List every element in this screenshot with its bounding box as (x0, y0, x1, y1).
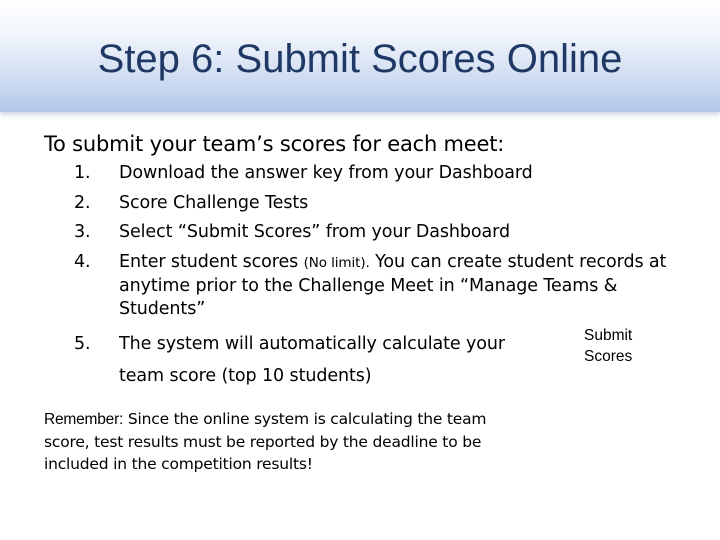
step-line: team score (top 10 students) (119, 365, 372, 386)
step-number: 4. (74, 251, 91, 272)
submit-scores-label (584, 325, 632, 367)
step-text: Download the answer key from your Dashboard (119, 163, 533, 183)
step-1 (74, 162, 694, 185)
side-label-line: Scores (584, 348, 633, 365)
step-3 (74, 221, 694, 244)
remember-lead: Remember: (44, 411, 124, 428)
side-label-line: Submit (584, 327, 633, 344)
remember-note (44, 408, 494, 475)
step-line: The system will automatically calculate your (119, 333, 505, 354)
no-limit-note: (No limit). (303, 254, 370, 271)
step-text: Select “Submit Scores” from your Dashboard (119, 222, 510, 242)
step-number: 5. (74, 333, 91, 354)
step-number: 2. (74, 192, 91, 213)
step-number: 3. (74, 222, 91, 242)
step-text (119, 251, 694, 321)
step-text-part: Enter student scores (119, 251, 304, 272)
remember-text: Since the online system is calculating the team score, test results must be reported by the deadline to be included in the competition results! (44, 410, 487, 473)
intro-text: To submit your team’s scores for each meet: (44, 132, 505, 156)
step-2 (74, 192, 694, 215)
step-4 (74, 251, 694, 321)
step-text-part: You can create student records at anytime prior to the Challenge Meet in “Manage Teams & Students” (119, 251, 667, 319)
slide-title: Step 6: Submit Scores Online (97, 37, 623, 81)
step-text: Score Challenge Tests (119, 192, 309, 213)
step-number: 1. (74, 163, 91, 183)
